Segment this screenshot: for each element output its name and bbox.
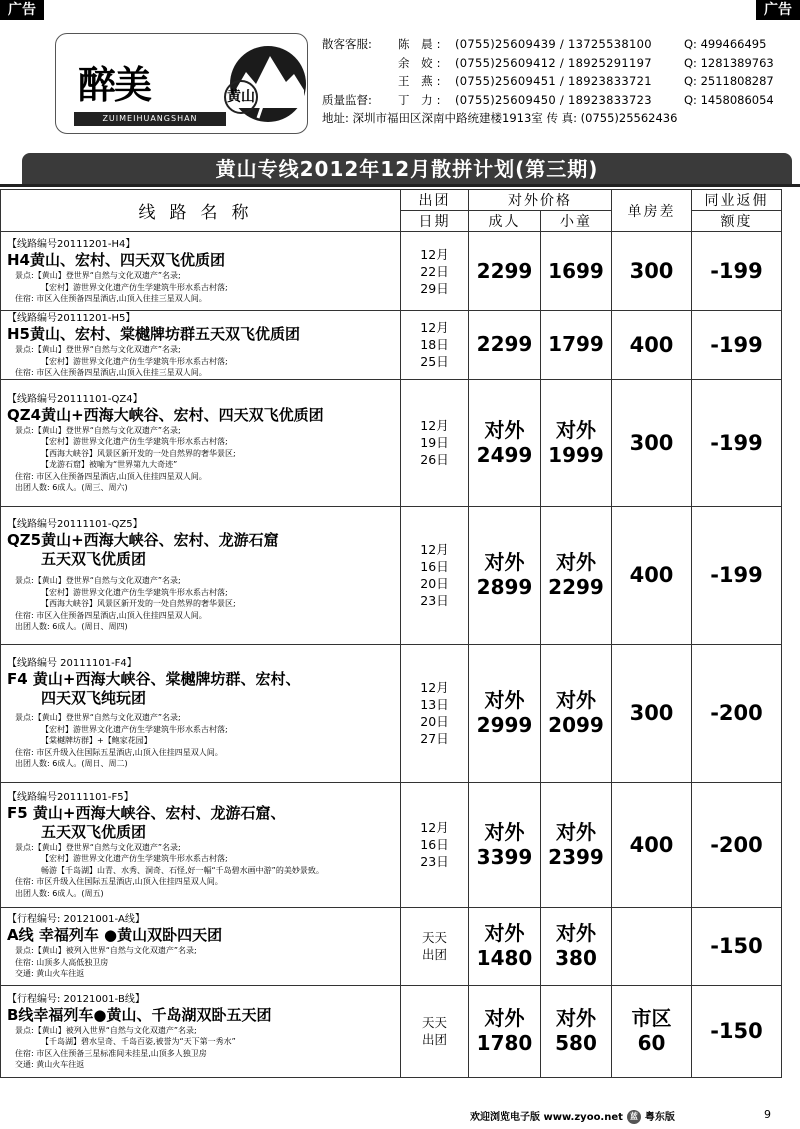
child-price: 对外 380 [541,907,612,985]
header-route: 线路名称 [1,190,401,232]
route-title: QZ4黄山+西海大峡谷、宏村、四天双飞优质团 [7,405,324,424]
single-supplement [612,907,692,985]
header-rebate1: 同业返佣 [692,190,782,211]
logo-seal: 黄山 [224,80,258,114]
route-info [1,506,401,644]
route-code: 【线路编号20111101-QZ4】 [7,393,143,405]
route-detail: 出团人数: 6成人。(周五) [15,888,104,898]
route-detail: 【西海大峡谷】风景区新开发的一处自然界的奢华景区; [41,599,236,609]
route-detail: 住宿: 市区入住预备三星标准间未挂星,山顶多人独卫房 [15,1048,207,1058]
route-detail: 景点:【黄山】登世界“自然与文化双遗产”名录; [15,842,181,852]
route-info [1,782,401,907]
route-detail: 畅游【千岛湖】山青、水秀、洞奇、石怪,好一幅“千岛碧水画中游”的美妙景致。 [41,865,324,875]
ad-label-right: 广告 [756,0,800,20]
single-supplement: 市区 60 [612,985,692,1077]
route-code: 【线路编号20111101-QZ5】 [7,519,143,531]
header-single: 单房差 [612,190,692,232]
route-code: 【线路编号 20111101-F4】 [7,658,137,670]
contact-row: 王 燕: (0755)25609451 / 18923833721 Q: 2511808287 [398,74,774,88]
departure-dates: 12月 16日 23日 [401,782,469,907]
route-info [1,232,401,311]
route-info [1,311,401,380]
route-detail: 【宏村】游世界文化遗产仿生学建筑牛形水系古村落; [41,356,228,366]
route-detail: 出团人数: 6成人。(周三、周六) [15,483,128,492]
adult-price: 对外 2899 [469,506,541,644]
rebate-amount: -200 [692,644,782,782]
header-rebate2: 额度 [692,211,782,232]
page-number: 9 [764,1108,771,1121]
header-price: 对外价格 [469,190,612,211]
route-detail: 景点:【黄山】登世界“自然与文化双遗产”名录; [15,425,181,435]
child-price: 1699 [541,232,612,311]
adult-price: 2299 [469,311,541,380]
departure-dates: 天天 出团 [401,907,469,985]
contact-row: 余 姣: (0755)25609412 / 18925291197 Q: 1281389763 [398,55,774,70]
route-row [1,644,782,782]
route-detail: 【宏村】游世界文化遗产仿生学建筑牛形水系古村落; [41,282,228,292]
route-detail: 住宿: 市区升级入住国际五星酒店,山顶入住挂四星双人间。 [15,747,223,757]
ad-label-left: 广告 [0,0,44,20]
route-detail: 景点:【黄山】登世界“自然与文化双遗产”名录; [15,576,181,586]
route-code: 【线路编号20111201-H4】 [7,239,136,251]
route-title: H5黄山、宏村、棠樾牌坊群五天双飞优质团 [7,325,300,343]
rebate-amount: -200 [692,782,782,907]
route-detail: 【千岛湖】碧水呈奇、千岛百姿,被誉为“天下第一秀水” [41,1037,236,1046]
single-supplement: 400 [612,311,692,380]
logo-english: ZUIMEIHUANGSHAN [74,112,226,126]
rebate-amount: -150 [692,985,782,1077]
route-row [1,506,782,644]
route-row [1,311,782,380]
child-price: 对外 1999 [541,379,612,506]
route-info [1,907,401,985]
title-divider [0,184,800,187]
route-detail: 景点:【黄山】被列入世界“自然与文化双遗产”名录; [15,946,197,956]
route-title: 五天双飞优质团 [41,550,147,569]
route-detail: 【宏村】游世界文化遗产仿生学建筑牛形水系古村落; [41,587,228,597]
route-detail: 【棠樾牌坊群】+【鲍家花园】 [41,736,152,746]
route-title: F5 黄山+西海大峡谷、宏村、龙游石窟、 [7,803,286,822]
route-detail: 出团人数: 6成人。(周日、周二) [15,759,128,769]
route-detail: 景点:【黄山】被列入世界“自然与文化双遗产”名录; [15,1025,197,1035]
adult-price: 对外 2499 [469,379,541,506]
route-detail: 【宏村】游世界文化遗产仿生学建筑牛形水系古村落; [41,854,228,864]
single-supplement: 400 [612,506,692,644]
route-code: 【行程编号: 20121001-A线】 [7,914,145,926]
route-code: 【线路编号20111201-H5】 [7,313,136,324]
route-detail: 住宿: 市区入住预备四星酒店,山顶入住挂四星双人间。 [15,471,207,481]
child-price: 对外 580 [541,985,612,1077]
route-row [1,782,782,907]
route-row [1,232,782,311]
header-date2: 日期 [401,211,469,232]
departure-dates: 12月 16日 20日 23日 [401,506,469,644]
footer-text: 欢迎浏览电子版 www.zyoo.net [470,1112,623,1123]
route-row [1,985,782,1077]
route-row [1,379,782,506]
child-price: 1799 [541,311,612,380]
departure-dates: 12月 22日 29日 [401,232,469,311]
route-title: H4黄山、宏村、四天双飞优质团 [7,251,225,270]
route-title: 四天双飞纯玩团 [41,689,147,708]
single-supplement: 400 [612,782,692,907]
rebate-amount: -199 [692,311,782,380]
brand-logo [55,33,308,134]
rebate-amount: -150 [692,907,782,985]
rebate-amount: -199 [692,506,782,644]
child-price: 对外 2299 [541,506,612,644]
contact-row: 散客客服: 陈 晨: (0755)25609439 / 13725538100 Q: 499466495 [322,37,767,51]
departure-dates: 12月 19日 26日 [401,379,469,506]
page-title: 黄山专线2012年12月散拼计划(第三期) [22,153,792,185]
rebate-amount: -199 [692,379,782,506]
adult-price: 对外 1780 [469,985,541,1077]
header-child: 小童 [541,211,612,232]
route-detail: 住宿: 市区入住预备四星酒店,山顶入住挂三星双人间。 [15,368,207,377]
adult-price: 对外 3399 [469,782,541,907]
child-price: 对外 2099 [541,644,612,782]
departure-dates: 12月 18日 25日 [401,311,469,380]
rebate-amount: -199 [692,232,782,311]
route-detail: 【龙游石窟】被喻为“世界第九大奇迹” [41,460,178,469]
route-detail: 交通: 黄山火车往返 [15,1060,85,1069]
header-adult: 成人 [469,211,541,232]
single-supplement: 300 [612,232,692,311]
route-title: 五天双飞优质团 [41,822,147,841]
child-price: 对外 2399 [541,782,612,907]
route-table [0,189,782,1078]
route-detail: 出团人数: 6成人。(周日、周四) [15,622,128,632]
route-detail: 住宿: 山顶多人高低独卫房 [15,957,109,967]
route-detail: 交通: 黄山火车往返 [15,969,85,979]
route-code: 【线路编号20111101-F5】 [7,791,134,803]
route-row [1,907,782,985]
route-detail: 景点:【黄山】登世界“自然与文化双遗产”名录; [15,271,181,281]
contact-block [322,35,792,128]
edition-badge-icon: 蓝 [627,1110,641,1124]
route-detail: 【宏村】游世界文化遗产仿生学建筑牛形水系古村落; [41,437,228,446]
header-date1: 出团 [401,190,469,211]
route-detail: 【宏村】游世界文化遗产仿生学建筑牛形水系古村落; [41,724,228,734]
departure-dates: 12月 13日 20日 27日 [401,644,469,782]
route-info [1,379,401,506]
address-line: 地址: 深圳市福田区深南中路统建楼1913室 传 真: (0755)25562436 [322,111,678,125]
route-title: QZ5黄山+西海大峡谷、宏村、龙游石窟 [7,531,279,550]
footer [470,1108,675,1124]
edition-label: 粤东版 [644,1112,675,1123]
route-detail: 景点:【黄山】登世界“自然与文化双遗产”名录; [15,713,181,723]
single-supplement: 300 [612,644,692,782]
route-detail: 住宿: 市区升级入住国际五星酒店,山顶入住挂四星双人间。 [15,877,223,887]
logo-text: 醉美 [78,62,151,107]
departure-dates: 天天 出团 [401,985,469,1077]
route-detail: 景点:【黄山】登世界“自然与文化双遗产”名录; [15,345,181,354]
route-detail: 住宿: 市区入住预备四星酒店,山顶入住挂四星双人间。 [15,610,207,620]
route-info [1,644,401,782]
route-title: A线 幸福列车 ●黄山双卧四天团 [7,926,223,945]
route-info [1,985,401,1077]
contact-row: 质量监督: 丁 力: (0755)25609450 / 18923833723 Q: 1458086054 [322,92,774,107]
adult-price: 对外 1480 [469,907,541,985]
adult-price: 2299 [469,232,541,311]
route-title: B线幸福列车●黄山、千岛湖双卧五天团 [7,1005,272,1024]
route-code: 【行程编号: 20121001-B线】 [7,993,145,1005]
route-detail: 【西海大峡谷】风景区新开发的一处自然界的奢华景区; [41,448,236,458]
route-title: F4 黄山+西海大峡谷、棠樾牌坊群、宏村、 [7,670,301,689]
single-supplement: 300 [612,379,692,506]
route-detail: 住宿: 市区入住预备四星酒店,山顶入住挂三星双人间。 [15,294,207,304]
adult-price: 对外 2999 [469,644,541,782]
